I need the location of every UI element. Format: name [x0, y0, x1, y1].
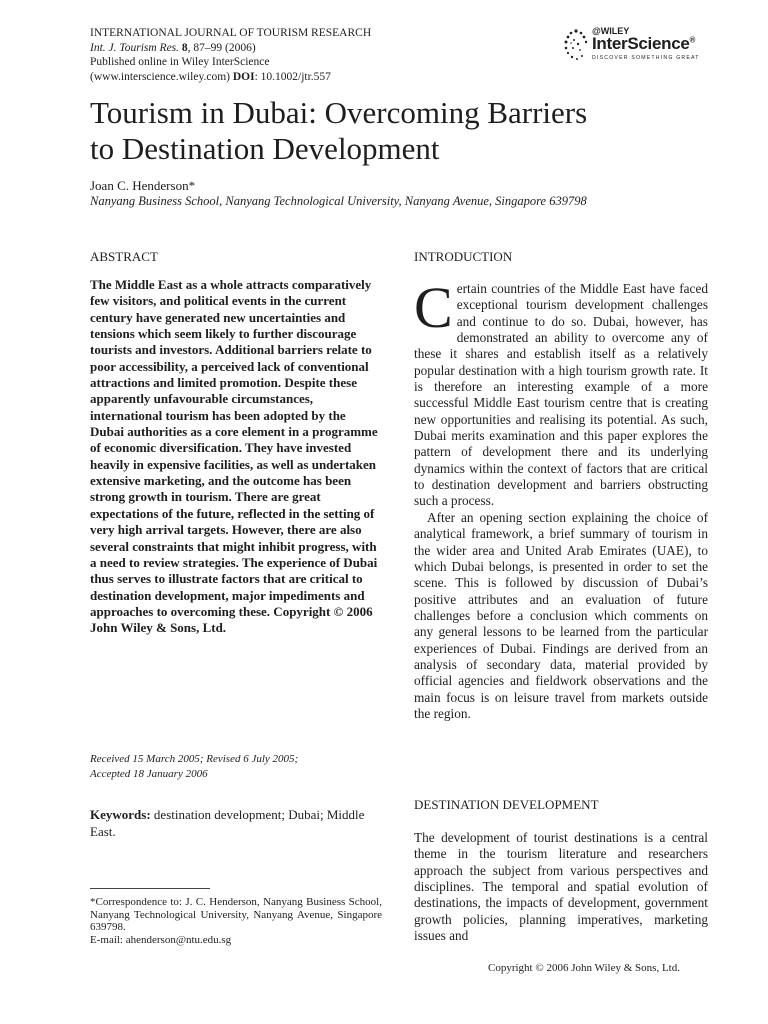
drop-cap: C: [414, 275, 453, 340]
destination-paragraph-1: The development of tourist destinations is a central theme in the tourism literature and researchers approach the subject from various perspectives and disciplines. The temporal and spatial evolution of destinations, the impacts of development, government growth policies, planning imperatives, marketing issues and: [414, 830, 708, 944]
published-line: Published online in Wiley InterScience: [90, 56, 270, 68]
journal-header: [90, 26, 420, 84]
author-affiliation: Nanyang Business School, Nanyang Technological University, Nanyang Avenue, Singapore 639798: [90, 194, 587, 208]
introduction-heading: INTRODUCTION: [414, 249, 513, 264]
logo-publisher: @WILEY: [592, 26, 630, 36]
correspondence-note: *Correspondence to: J. C. Henderson, Nanyang Business School, Nanyang Technological University, Nanyang Avenue, Singapore 639798. E-mail: ahenderson@ntu.edu.sg: [90, 896, 382, 946]
citation: Int. J. Tourism Res. 8, 87–99 (2006): [90, 41, 256, 54]
keywords: Keywords: destination development; Dubai; Middle East.: [90, 807, 365, 839]
logo-tagline: DISCOVER SOMETHING GREAT: [592, 55, 700, 61]
footnote-divider: [90, 888, 210, 889]
article-title: Tourism in Dubai: Overcoming Barriers to Destination Development: [90, 95, 588, 166]
wiley-interscience-logo: [562, 26, 712, 64]
destination-heading: DESTINATION DEVELOPMENT: [414, 797, 599, 812]
doi-line: (www.interscience.wiley.com) DOI: 10.1002/jtr.557: [90, 70, 331, 83]
destination-body: [414, 830, 708, 944]
introduction-paragraph-2: After an opening section explaining the choice of analytical framework, a brief summary of tourism in the wider area and United Arab Emirates (UAE), to which Dubai belongs, is presented in order to set the scene. This is followed by discussion of Dubai’s positive attributes and an evaluation of future challenges before a conclusion which comments on any general lessons to be learned from the particular experiences of Dubai. Findings are derived from an analysis of secondary data, material provided by official agencies and fieldwork observations and the main focus is on leisure travel from markets outside the region.: [414, 509, 708, 721]
correspondence-email: E-mail: ahenderson@ntu.edu.sg: [90, 933, 232, 946]
introduction-body: [414, 275, 708, 722]
copyright-footer: Copyright © 2006 John Wiley & Sons, Ltd.: [488, 962, 680, 974]
journal-name: INTERNATIONAL JOURNAL OF TOURISM RESEARCH: [90, 27, 372, 39]
abstract-heading: ABSTRACT: [90, 249, 158, 264]
abstract-text: The Middle East as a whole attracts comparatively few visitors, and political events in the current century have generated new uncertainties and tensions which seem likely to further discourage tourists and investors. Additional barriers relate to poor accessibility, a perceived lack of conventional attractions and limited promotion. Despite these apparently unfavourable circumstances, international tourism has been adopted by the Dubai authorities as a core element in a programme of economic diversification. They have invested heavily in expensive facilities, as well as undertaken extensive marketing, and the outcome has been strong growth in tourism. There are great expectations of the future, reflected in the setting of very high arrival targets. However, there are also several constraints that might inhibit progress, with a need to review strategies. The experience of Dubai thus serves to illustrate factors that are critical to destination development, major impediments and approaches to overcoming these. Copyright © 2006 John Wiley & Sons, Ltd.: [90, 277, 378, 636]
logo-dots-icon: [562, 28, 590, 62]
introduction-paragraph-1: Certain countries of the Middle East have faced exceptional tourism development challenges and continue to do so. Dubai, however, has demonstrated an ability to overcome any of these it shares and establish itself as a relatively popular destination with a high tourism growth rate. It is therefore an interesting example of a more successful Middle East tourism centre that is creating new opportunities and realising its potential. As such, Dubai merits examination and this paper explores the pattern of development there and its underlying dynamics within the context of factors that are critical to destination development and barriers obstructing such a process.: [414, 275, 708, 509]
received-dates: Received 15 March 2005; Revised 6 July 2005; Accepted 18 January 2006: [90, 753, 299, 780]
logo-name: InterScience®: [592, 34, 696, 53]
author-name: Joan C. Henderson*: [90, 178, 196, 193]
